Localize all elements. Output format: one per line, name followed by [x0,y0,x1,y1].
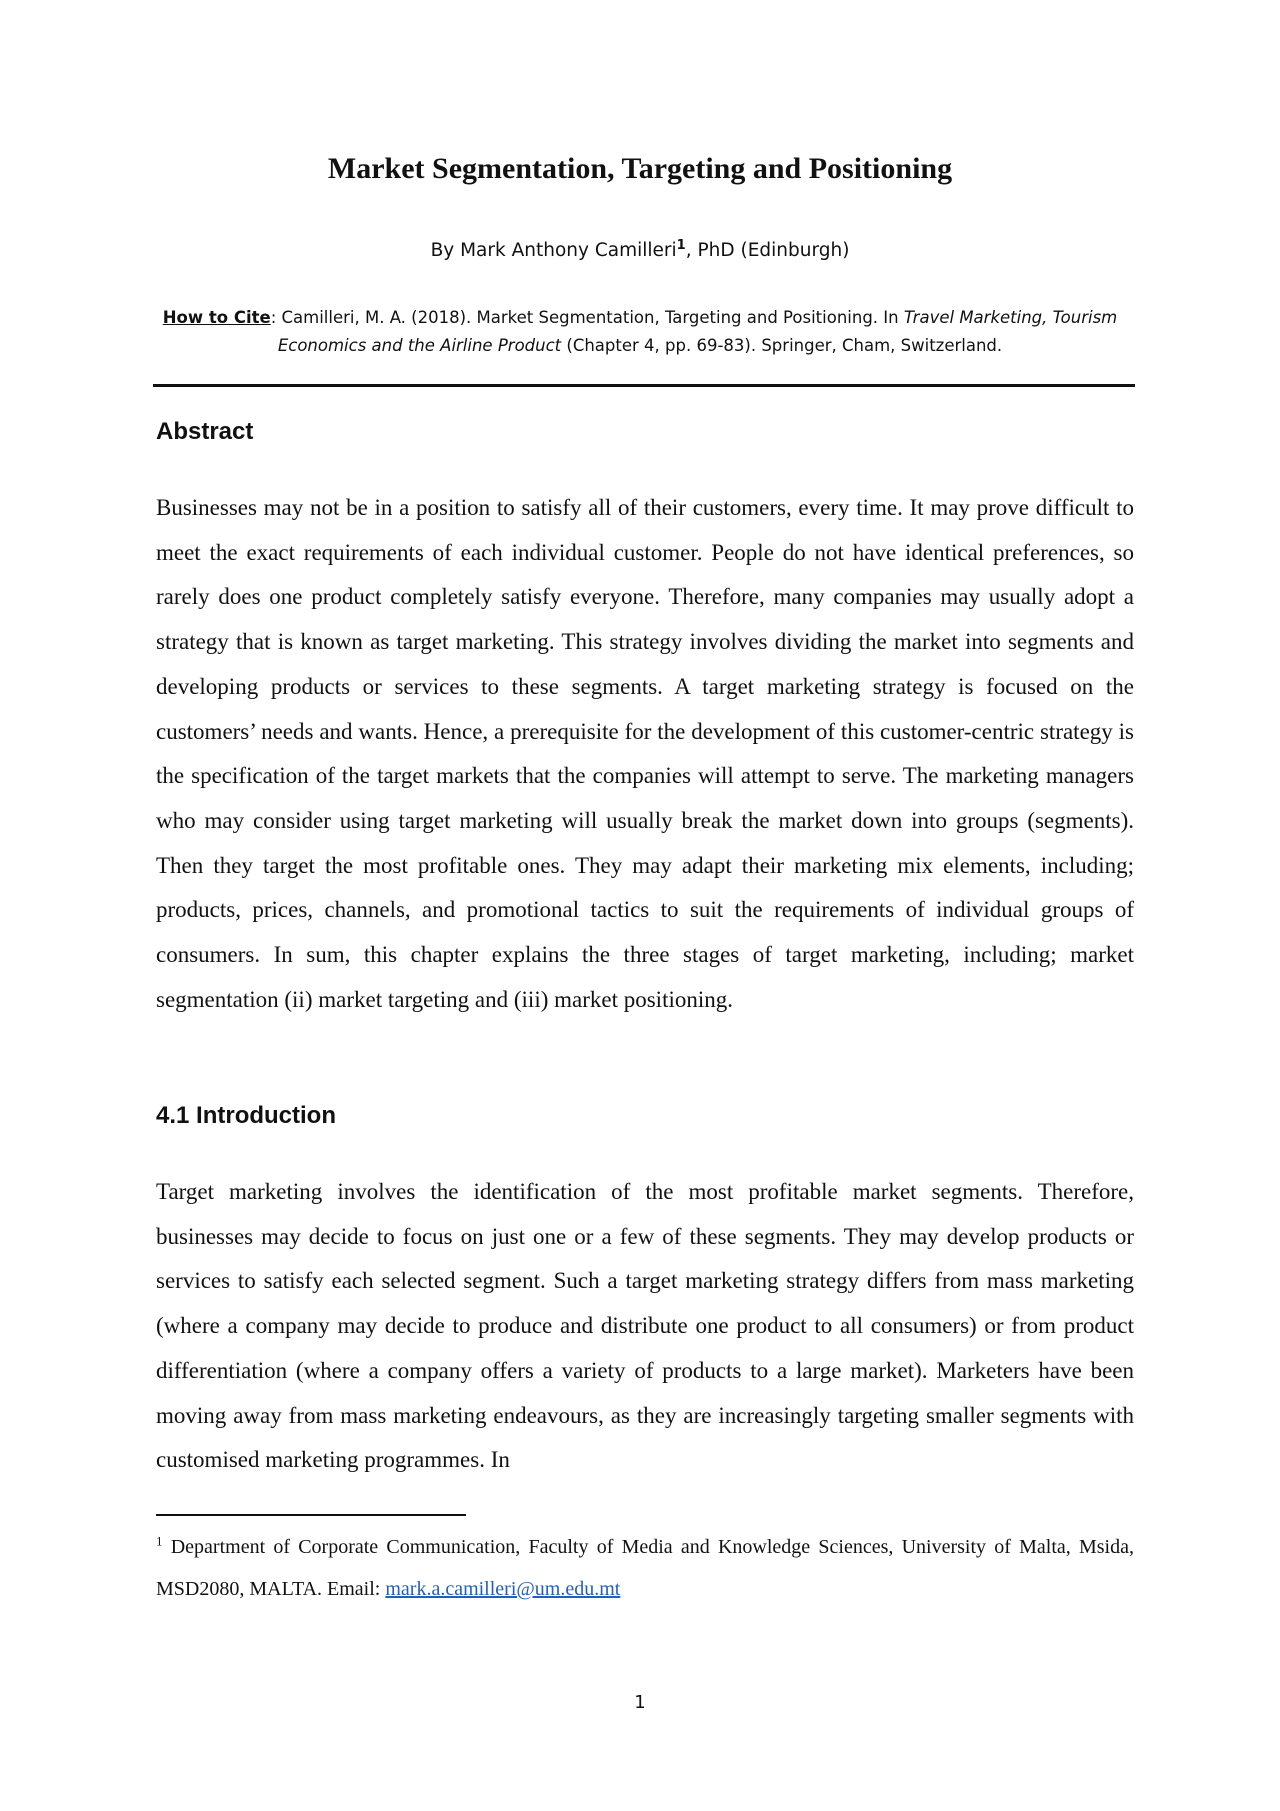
footnote [156,1526,1134,1610]
abstract-paragraph: Businesses may not be in a position to satisfy all of their customers, every time. It may prove difficult to meet the exact requirements of each individual customer. People do not have identical preferences, so rarely does one product completely satisfy everyone. Therefore, many companies may usually adopt a strategy that is known as target marketing. This strategy involves dividing the market into segments and developing products or services to these segments. A target marketing strategy is focused on the customers’ needs and wants. Hence, a prerequisite for the development of this customer-centric strategy is the specification of the target markets that the companies will attempt to serve. The marketing managers who may consider using target marketing will usually break the market down into groups (segments). Then they target the most profitable ones. They may adapt their marketing mix elements, including; products, prices, channels, and promotional tactics to suit the requirements of individual groups of consumers. In sum, this chapter explains the three stages of target marketing, including; market segmentation (ii) market targeting and (iii) market positioning. [156,495,1134,1012]
introduction-heading: 4.1 Introduction [156,1102,336,1129]
author-name: By Mark Anthony Camilleri [430,240,677,261]
citation-text-before: Camilleri, M. A. (2018). Market Segmentation, Targeting and Positioning. In [276,308,904,327]
paper-title: Market Segmentation, Targeting and Positioning [327,152,953,185]
introduction-paragraph: Target marketing involves the identification of the most profitable market segments. Therefore, businesses may decide to focus on just one or a few of these segments. They may develop products or services to satisfy each selected segment. Such a target marketing strategy differs from mass marketing (where a company may decide to produce and distribute one product to all consumers) or from product differentiation (where a company offers a variety of products to a large market). Marketers have been moving away from mass marketing endeavours, as they are increasingly targeting smaller segments with customised marketing programmes. In [156,1179,1134,1473]
citation-book-title: Travel Marketing, Tourism Economics and the Airline Product [277,308,1118,355]
citation-colon: : [270,308,277,327]
citation-text-after: (Chapter 4, pp. 69-83). Springer, Cham, Switzerland. [561,336,1003,355]
author-email-link[interactable]: mark.a.camilleri@um.edu.mt [385,1578,621,1600]
author-byline [0,237,1280,261]
header-divider [153,384,1135,387]
footnote-affiliation: Department of Corporate Communication, Faculty of Media and Knowledge Sciences, University of Malta, Msida, MSD2080, MALTA. Email: [156,1536,1134,1600]
page-number: 1 [634,1692,646,1713]
citation-label: How to Cite [162,308,271,327]
abstract-heading: Abstract [156,418,254,445]
citation-block [150,304,1130,360]
footnote-divider [156,1514,466,1516]
footnote-number: 1 [156,1533,163,1549]
footnote-marker[interactable]: 1 [676,237,686,253]
author-credentials: , PhD (Edinburgh) [685,240,850,261]
